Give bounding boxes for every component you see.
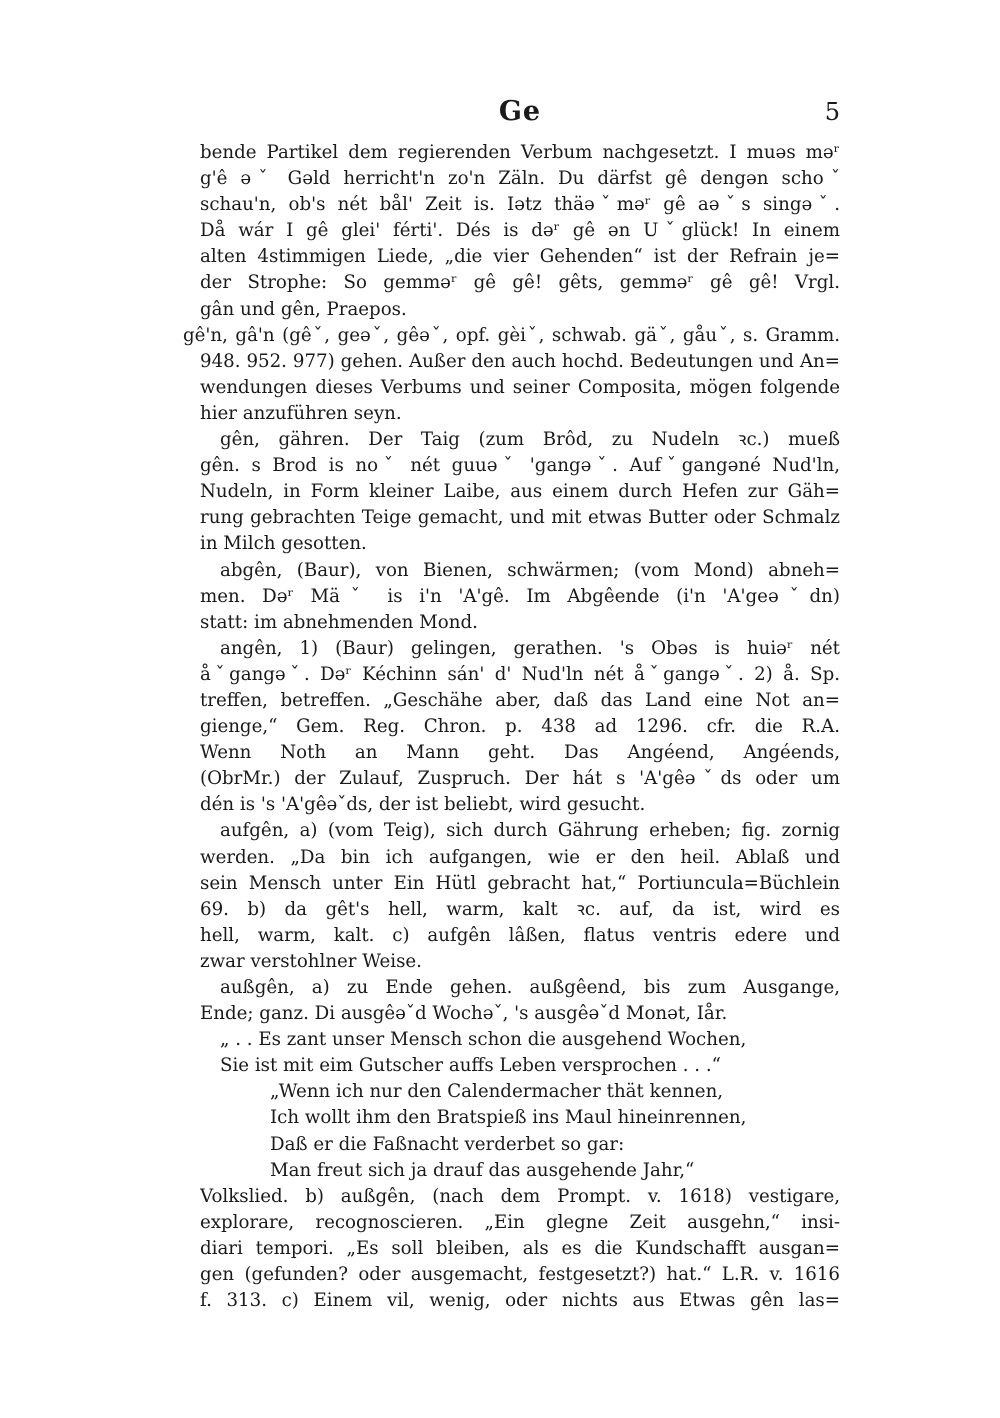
text-line: (ObrMr.) der Zulauf, Zuspruch. Der hát s 'A'gêəˇds oder um bbox=[200, 768, 840, 790]
entry-headword-line: aufgên, a) (vom Teig), sich durch Gährung erheben; fig. zornig bbox=[220, 820, 840, 842]
text-line: gên. s Brod is noˇ nét guuəˇ 'gangəˇ. Aufˇgangəné Nud'ln, bbox=[200, 455, 840, 477]
entry-headword-line: angên, 1) (Baur) gelingen, gerathen. 's Obəs is huiəʳ nét bbox=[220, 637, 840, 659]
text-line: explorare, recognoscieren. „Ein glegne Zeit ausgehn,“ insi- bbox=[200, 1211, 840, 1233]
text-line: statt: im abnehmenden Mond. bbox=[200, 611, 478, 633]
body-text bbox=[183, 140, 840, 1314]
entry-headword-line: außgên, a) zu Ende gehen. außgêend, bis zum Ausgange, bbox=[220, 977, 840, 998]
page-number: 5 bbox=[824, 98, 840, 126]
page-header bbox=[200, 96, 840, 140]
text-line: der Strophe: So gemməʳ gê gê! gêts, gemməʳ gê gê! Vrgl. bbox=[200, 272, 840, 294]
entry-headword-line: gên, gähren. Der Taig (zum Brôd, zu Nudeln ꝛc.) mueß bbox=[220, 429, 840, 451]
text-line: Wenn Noth an Mann geht. Das Angéend, Angéends, bbox=[200, 742, 840, 764]
text-line: Ende; ganz. Di ausgêəˇd Wochəˇ, 's ausgêəˇd Monət, Iår. bbox=[200, 1003, 728, 1025]
text-line: f. 313. c) Einem vil, wenig, oder nichts aus Etwas gên las= bbox=[200, 1290, 840, 1312]
text-line: gân und gên, Praepos. bbox=[200, 298, 407, 320]
verse-line: „ . . Es zant unser Mensch schon die ausgehend Wochen, bbox=[220, 1029, 747, 1051]
entry-headword-line: abgên, (Baur), von Bienen, schwärmen; (vom Mond) abneh= bbox=[220, 559, 840, 581]
text-line: g'ê əˇ Gəld herricht'n zo'n Zäln. Du därfst gê dengən schoˇ bbox=[200, 168, 840, 190]
text-line: in Milch gesotten. bbox=[200, 533, 367, 555]
text-line: bende Partikel dem regierenden Verbum nachgesetzt. I muəs məʳ bbox=[200, 142, 840, 163]
text-line: Nudeln, in Form kleiner Laibe, aus einem durch Hefen zur Gäh= bbox=[200, 481, 840, 503]
text-line: 948. 952. 977) gehen. Außer den auch hochd. Bedeutungen und An= bbox=[200, 350, 840, 372]
text-line: wendungen dieses Verbums und seiner Composita, mögen folgende bbox=[200, 376, 840, 398]
text-line: hier anzuführen seyn. bbox=[200, 402, 402, 424]
text-line: gen (gefunden? oder ausgemacht, festgesetzt?) hat.“ L.R. v. 1616 bbox=[200, 1264, 840, 1286]
text-line: werden. „Da bin ich aufgangen, wie er den heil. Ablaß und bbox=[200, 846, 840, 868]
text-line: åˇgangəˇ. Dəʳ Kéchinn sán' d' Nud'ln nét åˇgangəˇ. 2) å. Sp. bbox=[200, 663, 840, 685]
text-line: hell, warm, kalt. c) aufgên lâßen, flatus ventris edere und bbox=[200, 924, 840, 946]
text-line: 69. b) da gêt's hell, warm, kalt ꝛc. auf, da ist, wird es bbox=[200, 898, 840, 920]
text-line: alten 4stimmigen Liede, „die vier Gehenden“ ist der Refrain je= bbox=[200, 246, 840, 268]
text-line: Då wár I gê glei' férti'. Dés is dəʳ gê ən Uˇglück! In einem bbox=[200, 220, 840, 242]
verse-line: Daß er die Faßnacht verderbet so gar: bbox=[270, 1133, 625, 1155]
text-line: men. Dəʳ Mäˇ is i'n 'A'gê. Im Abgêende (i'n 'A'geəˇdn) bbox=[200, 585, 840, 607]
verse-line: „Wenn ich nur den Calendermacher thät kennen, bbox=[270, 1081, 724, 1103]
running-head: Ge bbox=[498, 96, 542, 127]
text-line: rung gebrachten Teige gemacht, und mit etwas Butter oder Schmalz bbox=[200, 507, 840, 529]
text-line: sein Mensch unter Ein Hütl gebracht hat,“ Portiuncula=Büchlein bbox=[200, 872, 840, 894]
verse-line: Ich wollt ihm den Bratspieß ins Maul hineinrennen, bbox=[270, 1107, 747, 1129]
text-line: gienge,“ Gem. Reg. Chron. p. 438 ad 1296. cfr. die R.A. bbox=[200, 716, 840, 738]
text-line: schau'n, ob's nét bål' Zeit is. Iətz thäəˇməʳ gê aəˇs singəˇ. bbox=[200, 194, 840, 216]
text-line: dén is 's 'A'gêəˇds, der ist beliebt, wird gesucht. bbox=[200, 794, 646, 816]
text-line: Volkslied. b) außgên, (nach dem Prompt. v. 1618) vestigare, bbox=[200, 1185, 840, 1207]
text-line: treffen, betreffen. „Geschähe aber, daß das Land eine Not an= bbox=[200, 689, 840, 711]
entry-headword-line: gê'n, gâ'n (gêˇ, geəˇ, gêəˇ, opf. gèiˇ, schwab. gäˇ, gåuˇ, s. Gramm. bbox=[183, 324, 840, 346]
text-line: diari tempori. „Es soll bleiben, als es die Kundschafft ausgan= bbox=[200, 1237, 840, 1259]
verse-line: Sie ist mit eim Gutscher auffs Leben versprochen . . .“ bbox=[220, 1055, 721, 1077]
verse-line: Man freut sich ja drauf das ausgehende Jahr,“ bbox=[270, 1159, 695, 1181]
text-line: zwar verstohlner Weise. bbox=[200, 950, 422, 972]
